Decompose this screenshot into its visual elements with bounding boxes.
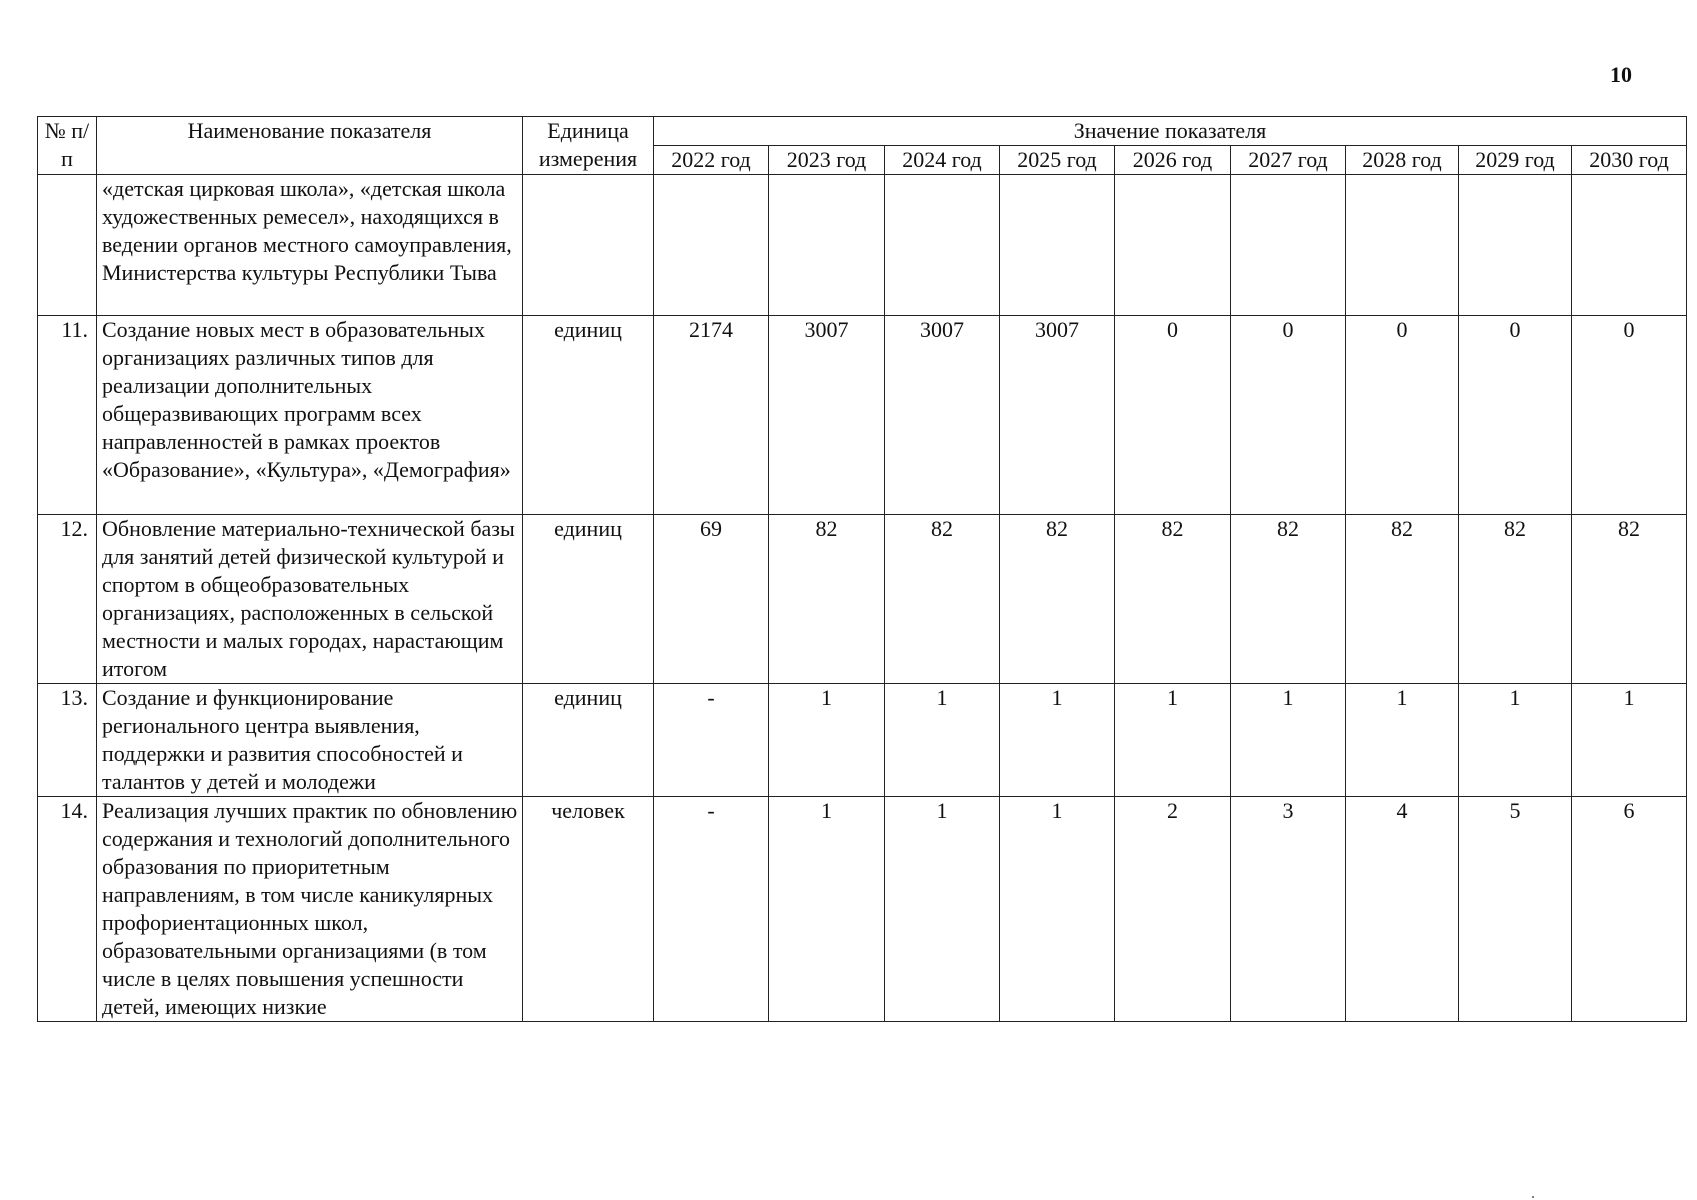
value-cell: 0 (1346, 316, 1459, 515)
value-cell: 1 (885, 797, 1000, 1022)
row-number: 13. (38, 684, 97, 797)
table-row (38, 684, 1687, 797)
value-cell: 3007 (885, 316, 1000, 515)
unit-cell: человек (523, 797, 654, 1022)
value-cell: 1 (1000, 684, 1115, 797)
row-number (38, 175, 97, 316)
header-value-group: Значение показателя (654, 117, 1687, 146)
unit-cell: единиц (523, 316, 654, 515)
value-cell: 5 (1459, 797, 1572, 1022)
value-cell: 1 (1459, 684, 1572, 797)
value-cell: - (654, 797, 769, 1022)
header-row-top (38, 117, 1687, 146)
indicator-name: Создание и функционирование регионального центра выявления, поддержки и развития способностей и талантов у детей и молодежи (97, 684, 523, 797)
value-cell: 1 (1346, 684, 1459, 797)
value-cell: 3007 (769, 316, 885, 515)
value-cell: 82 (1231, 515, 1346, 684)
value-cell: 82 (769, 515, 885, 684)
indicator-name: Создание новых мест в образовательных организациях различных типов для реализации дополнительных общеразвивающих программ всех направленностей в рамках проектов «Образование», «Культура», «Демография» (97, 316, 523, 515)
value-cell (1115, 175, 1231, 316)
header-year: 2022 год (654, 146, 769, 175)
value-cell: 1 (1000, 797, 1115, 1022)
value-cell: 0 (1459, 316, 1572, 515)
row-number: 12. (38, 515, 97, 684)
value-cell: 82 (1115, 515, 1231, 684)
value-cell: - (654, 684, 769, 797)
value-cell: 82 (1572, 515, 1687, 684)
row-number: 11. (38, 316, 97, 515)
header-name: Наименование показателя (97, 117, 523, 175)
table-row (38, 515, 1687, 684)
value-cell: 1 (769, 797, 885, 1022)
value-cell: 3007 (1000, 316, 1115, 515)
indicator-name: Обновление материально-технической базы для занятий детей физической культурой и спортом в общеобразовательных организациях, расположенных в сельской местности и малых городах, нарастающим итогом (97, 515, 523, 684)
value-cell (769, 175, 885, 316)
value-cell (1231, 175, 1346, 316)
row-number: 14. (38, 797, 97, 1022)
indicators-table (37, 116, 1687, 1022)
value-cell: 82 (885, 515, 1000, 684)
indicator-name: Реализация лучших практик по обновлению содержания и технологий дополнительного образования по приоритетным направлениям, в том числе каникулярных профориентационных школ, образовательными организациями (в том числе в целях повышения успешности детей, имеющих низкие (97, 797, 523, 1022)
value-cell: 1 (885, 684, 1000, 797)
value-cell: 3 (1231, 797, 1346, 1022)
value-cell (1000, 175, 1115, 316)
header-year: 2028 год (1346, 146, 1459, 175)
value-cell: 1 (1572, 684, 1687, 797)
page-number: 10 (1610, 62, 1632, 87)
value-cell: 2174 (654, 316, 769, 515)
header-year: 2027 год (1231, 146, 1346, 175)
value-cell: 1 (769, 684, 885, 797)
value-cell (654, 175, 769, 316)
header-unit: Единица измерения (523, 117, 654, 175)
header-year: 2024 год (885, 146, 1000, 175)
value-cell: 0 (1572, 316, 1687, 515)
scan-artifact-dot (1532, 1196, 1534, 1198)
unit-cell (523, 175, 654, 316)
value-cell (1572, 175, 1687, 316)
value-cell: 82 (1000, 515, 1115, 684)
value-cell (1459, 175, 1572, 316)
value-cell: 2 (1115, 797, 1231, 1022)
unit-cell: единиц (523, 684, 654, 797)
header-year: 2030 год (1572, 146, 1687, 175)
value-cell: 0 (1115, 316, 1231, 515)
table-row (38, 175, 1687, 316)
header-num: № п/п (38, 117, 97, 175)
indicator-name: «детская цирковая школа», «детская школа художественных ремесел», находящихся в ведении органов местного самоуправления, Министерства культуры Республики Тыва (97, 175, 523, 316)
table-row (38, 797, 1687, 1022)
header-year: 2029 год (1459, 146, 1572, 175)
value-cell (1346, 175, 1459, 316)
value-cell: 0 (1231, 316, 1346, 515)
value-cell: 1 (1115, 684, 1231, 797)
header-year: 2025 год (1000, 146, 1115, 175)
value-cell: 6 (1572, 797, 1687, 1022)
value-cell (885, 175, 1000, 316)
value-cell: 82 (1346, 515, 1459, 684)
value-cell: 69 (654, 515, 769, 684)
value-cell: 82 (1459, 515, 1572, 684)
value-cell: 1 (1231, 684, 1346, 797)
table-row (38, 316, 1687, 515)
value-cell: 4 (1346, 797, 1459, 1022)
unit-cell: единиц (523, 515, 654, 684)
header-year: 2023 год (769, 146, 885, 175)
header-year: 2026 год (1115, 146, 1231, 175)
